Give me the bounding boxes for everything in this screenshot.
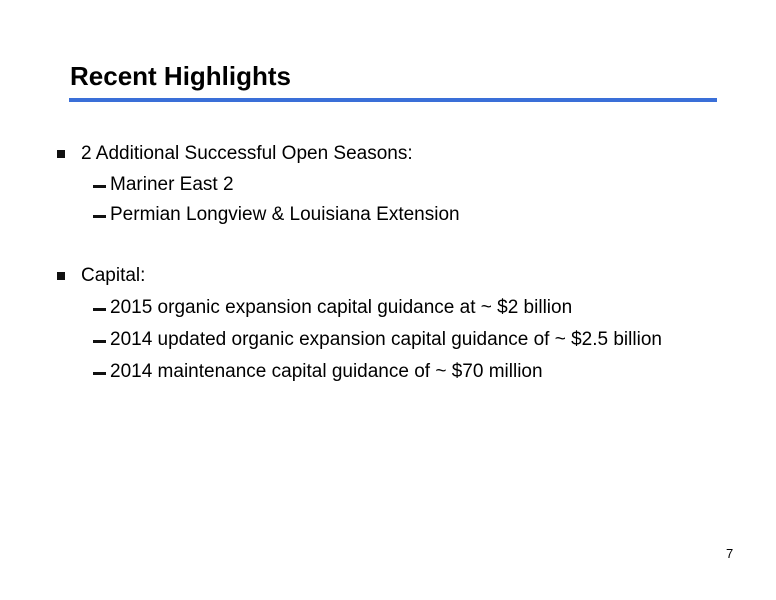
- sub-bullet-text: Permian Longview & Louisiana Extension: [110, 204, 460, 225]
- title-divider: [69, 98, 717, 102]
- square-bullet-icon: [57, 272, 65, 280]
- sub-bullet-text: Mariner East 2: [110, 174, 234, 195]
- bullet-text: Capital:: [81, 265, 146, 286]
- square-bullet-icon: [57, 150, 65, 158]
- slide-title: Recent Highlights: [70, 61, 292, 91]
- sub-bullet-text: 2015 organic expansion capital guidance at ~ $2 billion: [110, 297, 573, 318]
- sub-bullet-text: 2014 updated organic expansion capital guidance of ~ $2.5 billion: [110, 329, 662, 350]
- dash-bullet-icon: [93, 372, 106, 375]
- page-number: 7: [726, 546, 734, 561]
- dash-bullet-icon: [93, 340, 106, 343]
- bullet-text: 2 Additional Successful Open Seasons:: [81, 143, 413, 164]
- dash-bullet-icon: [93, 215, 106, 218]
- sub-bullet-text: 2014 maintenance capital guidance of ~ $70 million: [110, 361, 543, 382]
- dash-bullet-icon: [93, 308, 106, 311]
- dash-bullet-icon: [93, 185, 106, 188]
